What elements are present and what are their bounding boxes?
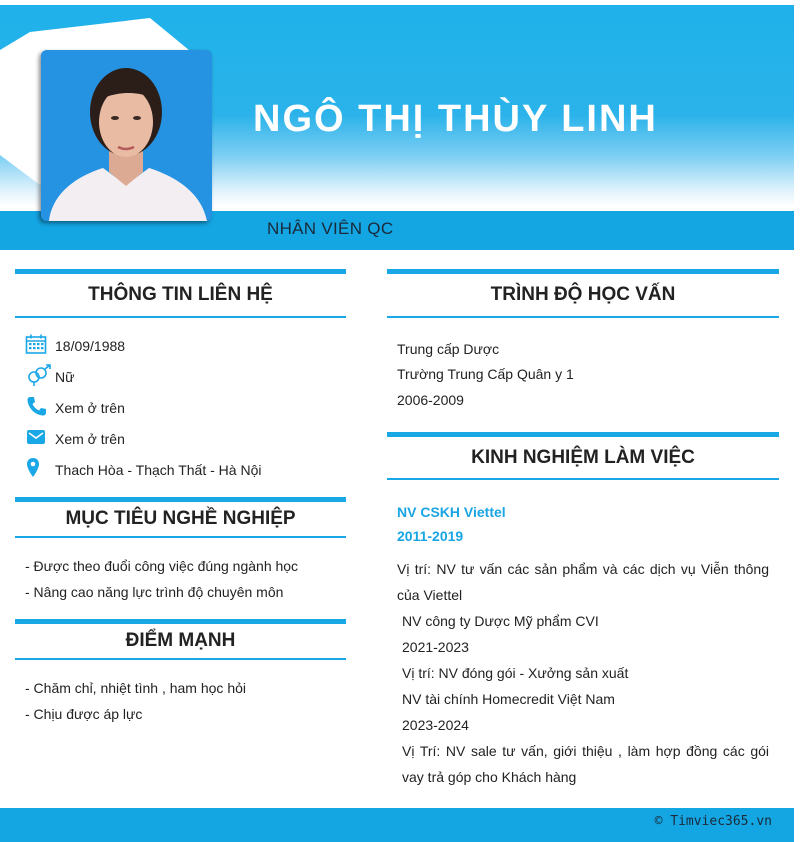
gender-value: Nữ <box>55 369 75 385</box>
experience-company: NV CSKH Viettel <box>397 504 506 520</box>
phone-icon <box>25 395 47 417</box>
experience-line: NV công ty Dược Mỹ phẩm CVI <box>402 613 599 629</box>
experience-heading <box>387 432 779 480</box>
strength-item: - Chịu được áp lực <box>25 706 143 722</box>
birthday-value: 18/09/1988 <box>55 338 126 354</box>
experience-line: 2023-2024 <box>402 717 469 733</box>
experience-line: 2021-2023 <box>402 639 469 655</box>
education-heading <box>387 269 779 318</box>
email-icon <box>25 426 47 448</box>
location-pin-icon <box>25 457 47 479</box>
footer-copyright[interactable]: © Timviec365.vn <box>654 814 772 829</box>
profile-photo <box>41 50 212 221</box>
objective-item: - Được theo đuổi công việc đúng ngành học <box>25 558 299 574</box>
contact-heading-label: THÔNG TIN LIÊN HỆ <box>88 284 273 305</box>
footer-bar <box>0 808 794 842</box>
email-value: Xem ở trên <box>55 431 125 447</box>
strengths-heading <box>15 619 346 660</box>
objective-heading <box>15 497 346 538</box>
experience-line: NV tài chính Homecredit Việt Nam <box>402 691 615 707</box>
objective-item: - Nâng cao năng lực trình độ chuyên môn <box>25 584 284 600</box>
experience-period: 2011-2019 <box>397 528 464 544</box>
address-value: Thach Hòa - Thạch Thất - Hà Nội <box>55 462 262 478</box>
education-school: Trường Trung Cấp Quân y 1 <box>397 366 574 382</box>
education-period: 2006-2009 <box>397 392 464 408</box>
job-title: NHÂN VIÊN QC <box>267 219 394 238</box>
objective-heading-label: MỤC TIÊU NGHỀ NGHIỆP <box>65 508 296 529</box>
education-degree: Trung cấp Dược <box>397 341 500 357</box>
experience-description: Vị trí: NV tư vấn các sản phẩm và các dịch vụ Viễn thông của Viettel <box>397 561 769 603</box>
contact-heading <box>15 269 346 318</box>
gender-icon <box>26 364 52 386</box>
experience-last-description: Vị Trí: NV sale tư vấn, giới thiệu , làm hợp đồng các gói vay trả góp cho Khách hàng <box>402 743 769 785</box>
strengths-heading-label: ĐIỂM MẠNH <box>125 630 236 651</box>
experience-line: Vị trí: NV đóng gói - Xưởng sản xuất <box>402 665 629 681</box>
calendar-icon <box>25 333 47 355</box>
phone-value: Xem ở trên <box>55 400 125 416</box>
education-heading-label: TRÌNH ĐỘ HỌC VẤN <box>490 284 676 305</box>
candidate-name: NGÔ THỊ THÙY LINH <box>253 98 658 140</box>
experience-heading-label: KINH NGHIỆM LÀM VIỆC <box>471 446 695 468</box>
avatar <box>41 50 212 221</box>
strength-item: - Chăm chỉ, nhiệt tình , ham học hỏi <box>25 680 246 696</box>
